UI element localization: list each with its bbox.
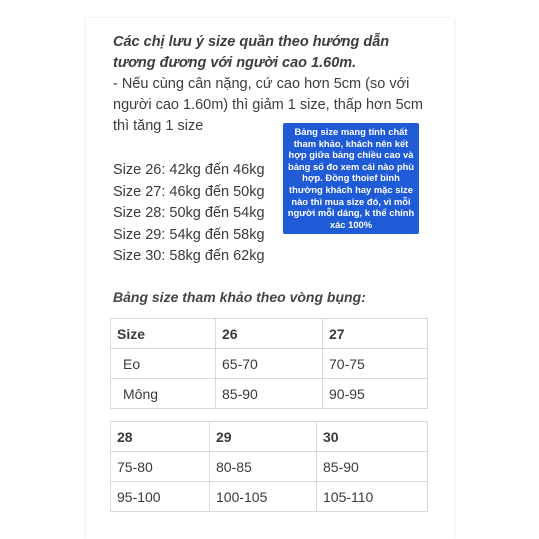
table-cell: 105-110 [317, 482, 428, 512]
size-line: Size 28: 50kg đến 54kg [113, 205, 265, 221]
table-row [111, 452, 428, 482]
size-line: Size 30: 58kg đến 62kg [113, 248, 265, 264]
table-cell: 80-85 [210, 452, 317, 482]
table-row [111, 349, 428, 379]
table-row-label: Mông [111, 379, 216, 409]
table-cell: 65-70 [216, 349, 323, 379]
table-header-cell: 29 [210, 422, 317, 452]
intro-text [113, 32, 433, 137]
reference-note-box: Bảng size mang tính chất tham khảo, khách nên kết hợp giữa bảng chiều cao và bảng số đo xem cái nào phù hợp. Đồng thoief bình thường khách hay mặc size nào thì mua size đó, vì mỗi người mỗi dáng, k thể chính xác 100% [283, 123, 419, 234]
table-cell: 75-80 [111, 452, 210, 482]
table-cell: 85-90 [216, 379, 323, 409]
table-row [111, 379, 428, 409]
table-cell: 85-90 [317, 452, 428, 482]
waist-hip-table-28-30 [110, 421, 428, 512]
intro-rule: - Nếu cùng cân nặng, cứ cao hơn 5cm (so với người cao 1.60m) thì giảm 1 size, thấp hơn 5cm thì tăng 1 size [113, 76, 424, 134]
table-row-label: Eo [111, 349, 216, 379]
table-cell: 70-75 [323, 349, 428, 379]
table-cell: 90-95 [323, 379, 428, 409]
table-header-row [111, 319, 428, 349]
table-header-cell: 30 [317, 422, 428, 452]
size-line: Size 27: 46kg đến 50kg [113, 183, 265, 200]
table-header-cell: Size [111, 319, 216, 349]
table-header-cell: 27 [323, 319, 428, 349]
weight-size-list [113, 160, 265, 268]
table-header-cell: 28 [111, 422, 210, 452]
table-subtitle: Bảng size tham khảo theo vòng bụng: [113, 289, 366, 305]
table-header-row [111, 422, 428, 452]
table-header-cell: 26 [216, 319, 323, 349]
intro-lead: Các chị lưu ý size quần theo hướng dẫn tương đương với người cao 1.60m. [113, 34, 390, 71]
table-cell: 100-105 [210, 482, 317, 512]
size-line: Size 29: 54kg đến 58kg [113, 226, 265, 243]
size-line: Size 26: 42kg đến 46kg [113, 162, 265, 178]
waist-hip-table-26-27 [110, 318, 428, 409]
table-cell: 95-100 [111, 482, 210, 512]
size-guide-card [86, 18, 454, 539]
table-row [111, 482, 428, 512]
